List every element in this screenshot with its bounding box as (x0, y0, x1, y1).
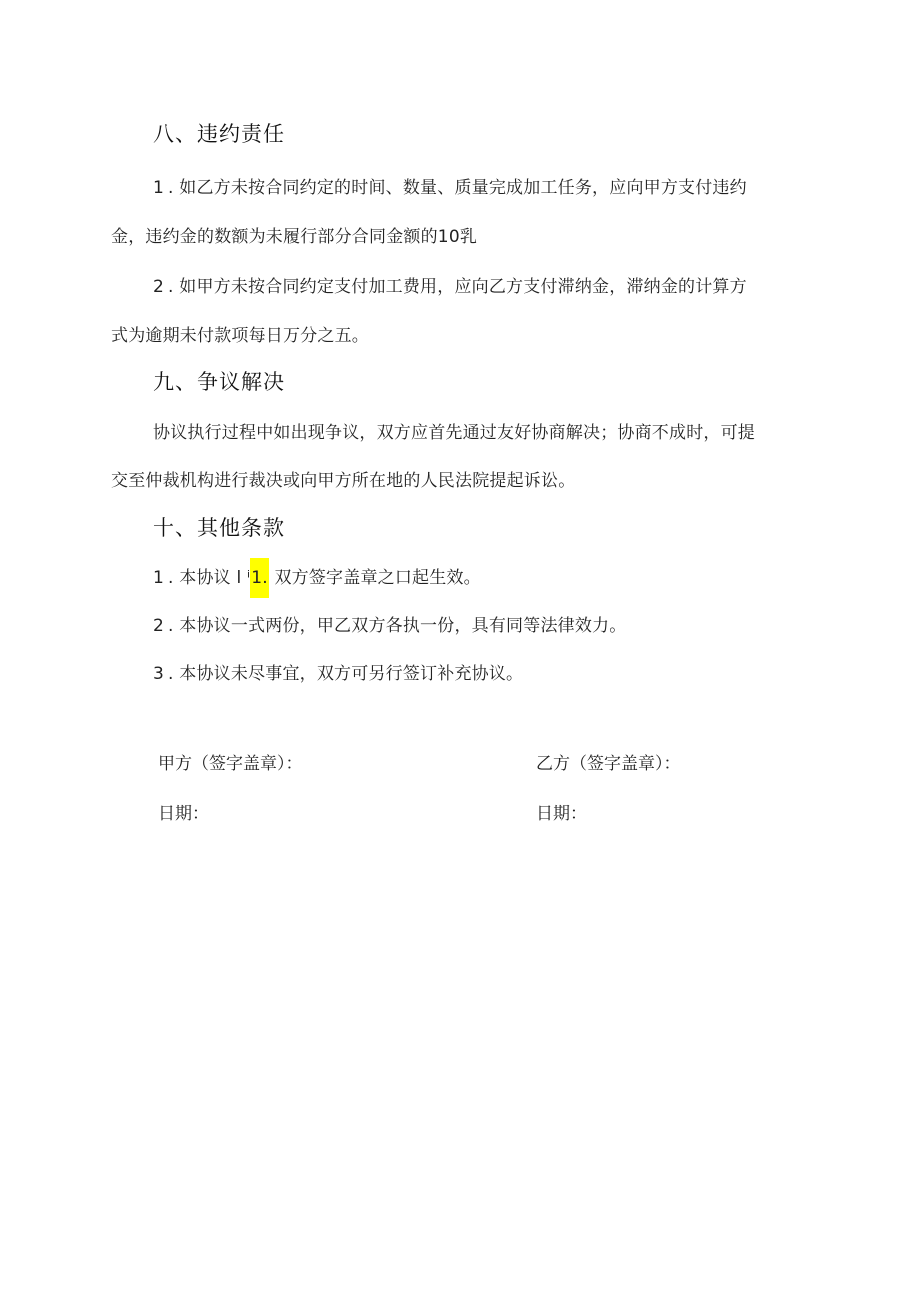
party-a-date-label: 日期： (158, 804, 209, 824)
item-number: 1 (153, 178, 165, 198)
section-10-title: 十、其他条款 (153, 516, 285, 540)
item-text: . 如甲方未按合同约定支付加工费用，应向乙方支付滞纳金，滞纳金的计算方 (168, 277, 747, 297)
item-number: 3 (153, 664, 165, 684)
party-a-signature-label: 甲方（签字盖章）： (158, 754, 303, 774)
section-9-line-2: 交至仲裁机构进行裁决或向甲方所在地的人民法院提起诉讼。 (111, 471, 576, 491)
section-8-item-2-line-2: 式为逾期未付款项每日万分之五。 (111, 326, 369, 346)
item-number: 2 (153, 277, 165, 297)
party-b-date-label: 日期： (536, 804, 587, 824)
item-number: 2 (153, 616, 165, 636)
item-text: . 本协议一式两份，甲乙双方各执一份，具有同等法律效力。 (168, 616, 627, 636)
section-9-line-1: 协议执行过程中如出现争议，双方应首先通过友好协商解决；协商不成时，可提 (153, 423, 755, 443)
section-10-item-1 (153, 563, 481, 588)
section-8-item-2-line-1 (153, 272, 747, 297)
item-text-pre: . 本协议 l ⁱ (168, 568, 251, 588)
section-8-item-1-line-2: 金，违约金的数额为未履行部分合同金额的10乳 (111, 227, 478, 247)
highlighted-text: 1. (250, 558, 269, 598)
section-10-item-2 (153, 611, 626, 636)
party-b-signature-label: 乙方（签字盖章）： (536, 754, 681, 774)
item-number: 1 (153, 568, 165, 588)
item-text-post: 双方签字盖章之口起生效。 (268, 568, 481, 588)
item-text: . 如乙方未按合同约定的时间、数量、质量完成加工任务，应向甲方支付违约 (168, 178, 747, 198)
section-10-item-3 (153, 659, 523, 684)
section-8-title: 八、违约责任 (153, 122, 285, 146)
section-9-title: 九、争议解决 (153, 370, 285, 394)
item-text: . 本协议未尽事宜，双方可另行签订补充协议。 (168, 664, 524, 684)
section-8-item-1-line-1 (153, 173, 747, 198)
